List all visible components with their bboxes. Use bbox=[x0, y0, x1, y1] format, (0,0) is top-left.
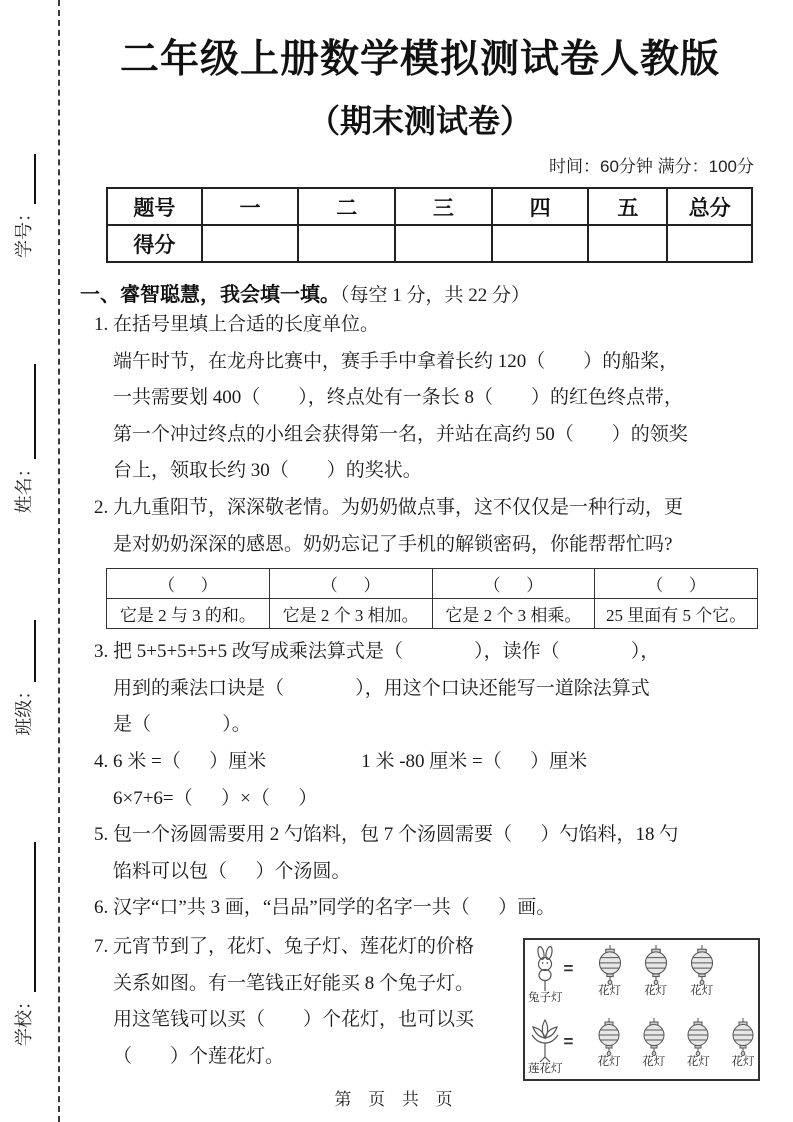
score-table-value-row bbox=[107, 225, 752, 262]
question-7-line: （ ）个莲花灯。 bbox=[113, 1045, 285, 1067]
score-value-cell bbox=[588, 225, 667, 262]
time-score-meta: 时间：60分钟 满分：100分 bbox=[549, 157, 754, 176]
flower-lantern-icon bbox=[597, 945, 623, 985]
flower-lantern-icon bbox=[731, 1018, 755, 1056]
section-1-header bbox=[80, 278, 760, 307]
score-header-cell: 三 bbox=[395, 188, 492, 225]
lotus-lantern-item bbox=[528, 1018, 563, 1076]
school-label: 学校： bbox=[14, 992, 34, 1046]
password-clue-cell: 它是 2 与 3 的和。 bbox=[107, 599, 270, 629]
password-clue-cell: 25 里面有 5 个它。 bbox=[595, 599, 758, 629]
question-7-line: 7. 元宵节到了，花灯、兔子灯、莲花灯的价格 bbox=[94, 935, 475, 957]
lotus-lantern-row bbox=[528, 1018, 755, 1076]
rabbit-lantern-icon bbox=[530, 945, 560, 992]
school-blank-line bbox=[20, 842, 36, 992]
question-7-text bbox=[80, 929, 523, 1081]
question-5-line: 馅料可以包（ ）个汤圆。 bbox=[113, 860, 351, 882]
section-1-title: 一、睿智聪慧，我会填一填。 bbox=[80, 284, 340, 306]
score-value-cell bbox=[492, 225, 589, 262]
equals-sign: = bbox=[563, 1031, 574, 1051]
flower-lantern-icon bbox=[689, 945, 715, 985]
flower-lantern-label: 花灯 bbox=[598, 984, 622, 997]
flower-lantern-label: 花灯 bbox=[690, 984, 714, 997]
class-label: 班级： bbox=[14, 681, 34, 736]
question-4-line: 4. 6 米 =（ ）厘米 1 米 -80 厘米 =（ ）厘米 bbox=[94, 750, 588, 772]
flower-lantern-label: 花灯 bbox=[644, 984, 668, 997]
flower-lantern-label: 花灯 bbox=[731, 1055, 755, 1068]
paper-title: 二年级上册数学模拟测试卷人教版 bbox=[119, 38, 720, 81]
seal-dashed-line bbox=[58, 0, 60, 1122]
score-header-cell: 四 bbox=[492, 188, 589, 225]
flower-lantern-item bbox=[686, 1018, 710, 1069]
flower-lantern-icon bbox=[686, 1018, 710, 1056]
password-blank-row bbox=[107, 569, 758, 599]
question-3-line: 是（ ）。 bbox=[113, 714, 251, 736]
class-blank-line bbox=[20, 620, 36, 682]
score-row-label: 得分 bbox=[107, 225, 202, 262]
school-field bbox=[10, 842, 36, 1046]
name-label: 姓名： bbox=[14, 459, 34, 514]
student-number-field bbox=[10, 154, 36, 258]
name-blank-line bbox=[20, 364, 36, 459]
score-value-cell bbox=[667, 225, 752, 262]
password-clue-row bbox=[107, 599, 758, 629]
equals-sign: = bbox=[563, 958, 574, 978]
paper-content bbox=[80, 0, 760, 1081]
score-value-cell bbox=[202, 225, 299, 262]
question-7-block bbox=[80, 929, 760, 1081]
score-table-header-row bbox=[107, 188, 752, 225]
score-header-cell: 总分 bbox=[667, 188, 752, 225]
question-1-line: 台上，领取长约 30（ ）的奖状。 bbox=[113, 460, 422, 482]
flower-lantern-item bbox=[597, 1018, 621, 1069]
question-7-line: 关系如图。有一笔钱正好能买 8 个兔子灯。 bbox=[113, 972, 475, 994]
question-1-line: 1. 在括号里填上合适的长度单位。 bbox=[94, 314, 380, 335]
paper-subtitle: （期末测试卷） bbox=[307, 103, 532, 139]
question-1-line: 端午时节，在龙舟比赛中，赛手手中拿着长约 120（ ）的船桨， bbox=[113, 350, 679, 372]
score-header-cell: 二 bbox=[298, 188, 395, 225]
flower-lantern-icon bbox=[642, 1018, 666, 1056]
flower-lantern-item bbox=[643, 945, 669, 998]
score-value-cell bbox=[298, 225, 395, 262]
flower-lantern-item bbox=[689, 945, 715, 998]
question-2-line: 是对奶奶深深的感恩。奶奶忘记了手机的解锁密码，你能帮帮忙吗? bbox=[113, 533, 673, 555]
flower-lantern-label: 花灯 bbox=[597, 1055, 621, 1068]
password-clue-cell: 它是 2 个 3 相加。 bbox=[269, 599, 432, 629]
password-blank-cell: （ ） bbox=[595, 569, 758, 599]
lotus-lantern-icon bbox=[528, 1018, 562, 1063]
class-field bbox=[10, 620, 36, 736]
question-6-line: 6. 汉字“口”共 3 画，“吕品”同学的名字一共（ ）画。 bbox=[94, 897, 556, 919]
question-3-line: 用到的乘法口诀是（ ），用这个口诀还能写一道除法算式 bbox=[113, 677, 650, 699]
student-info-strip bbox=[6, 140, 40, 1060]
flower-lantern-item bbox=[731, 1018, 755, 1069]
flower-lantern-label: 花灯 bbox=[642, 1055, 666, 1068]
score-header-cell: 题号 bbox=[107, 188, 202, 225]
score-table bbox=[106, 187, 753, 263]
password-blank-cell: （ ） bbox=[269, 569, 432, 599]
rabbit-lantern-row bbox=[528, 945, 755, 1005]
rabbit-lantern-label: 兔子灯 bbox=[528, 991, 563, 1004]
student-number-label: 学号： bbox=[14, 204, 34, 259]
flower-lantern-item bbox=[642, 1018, 666, 1069]
score-header-cell: 一 bbox=[202, 188, 299, 225]
score-header-cell: 五 bbox=[588, 188, 667, 225]
name-field bbox=[10, 364, 36, 513]
question-1-line: 一共需要划 400（ ），终点处有一条长 8（ ）的红色终点带， bbox=[113, 387, 684, 409]
password-blank-cell: （ ） bbox=[432, 569, 595, 599]
flower-lantern-icon bbox=[597, 1018, 621, 1056]
password-clue-cell: 它是 2 个 3 相乘。 bbox=[432, 599, 595, 629]
lotus-lantern-label: 莲花灯 bbox=[528, 1062, 563, 1075]
flower-lantern-item bbox=[597, 945, 623, 998]
flower-lantern-label: 花灯 bbox=[686, 1055, 710, 1068]
password-blank-cell: （ ） bbox=[107, 569, 270, 599]
lantern-price-figure bbox=[523, 938, 760, 1081]
question-4-line: 6×7+6=（ ）×（ ） bbox=[113, 787, 318, 809]
question-5-line: 5. 包一个汤圆需要用 2 勺馅料，包 7 个汤圆需要（ ）勺馅料，18 勺 bbox=[94, 824, 679, 846]
section-1-points-note: （每空 1 分，共 22 分） bbox=[340, 285, 531, 306]
student-number-blank-line bbox=[20, 154, 36, 204]
rabbit-lantern-item bbox=[528, 945, 563, 1005]
page-footer: 第 页 共 页 bbox=[334, 1090, 459, 1109]
password-clue-table bbox=[106, 568, 758, 629]
question-2-line: 2. 九九重阳节，深深敬老情。为奶奶做点事，这不仅仅是一种行动，更 bbox=[94, 496, 684, 518]
score-value-cell bbox=[395, 225, 492, 262]
question-1-line: 第一个冲过终点的小组会获得第一名，并站在高约 50（ ）的领奖 bbox=[113, 423, 688, 445]
question-7-line: 用这笔钱可以买（ ）个花灯，也可以买 bbox=[113, 1009, 475, 1031]
question-3-line: 3. 把 5+5+5+5+5 改写成乘法算式是（ ），读作（ ）， bbox=[94, 641, 660, 663]
flower-lantern-icon bbox=[643, 945, 669, 985]
